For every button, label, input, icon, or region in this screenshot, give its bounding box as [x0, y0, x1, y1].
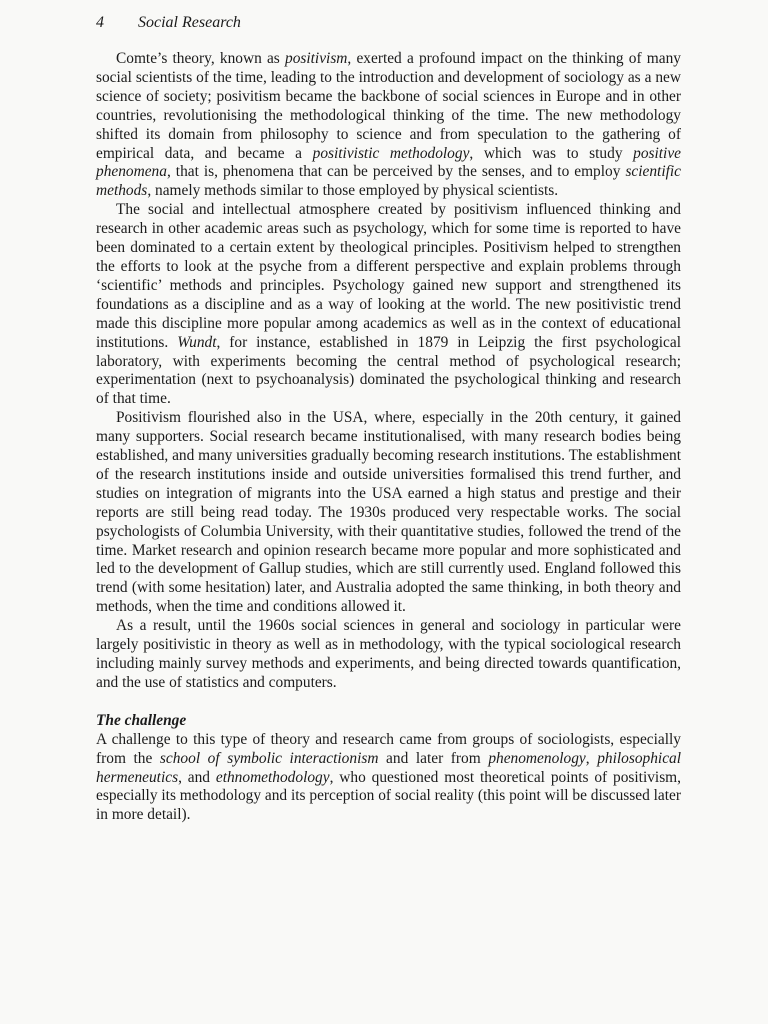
running-title: Social Research — [138, 14, 241, 31]
italic-term: positive phenomena — [96, 144, 681, 181]
paragraph: A challenge to this type of theory and research came from groups of sociologists, especially from the school of symbolic interactionism and later from phenomenology, philosophical hermeneutics, and ethnomethodology, who questioned most theoretical points of positivism, especially its methodology and its perception of social reality (this point will be discussed later in more detail). — [96, 730, 682, 824]
main-text — [96, 50, 681, 825]
italic-term: positivistic methodology — [312, 144, 470, 162]
italic-term: positivism — [285, 50, 348, 67]
page-number: 4 — [96, 14, 104, 31]
italic-term: philosophical hermeneutics — [96, 749, 681, 786]
paragraph: The social and intellectual atmosphere created by positivism influenced thinking and research in other academic areas such as psychology, which for some time is reported to have been dominated to a certain extent by theological principles. Positivism helped to strengthen the efforts to look at the psyche from a different perspective and explain problems through ‘scientific’ methods and principles. Psychology gained new support and strengthened its foundations as a discipline and as a way of looking at the world. The new positivistic trend made this discipline more popular among academics as well as in the context of educational institutions. Wundt, for instance, established in 1879 in Leipzig the first psychological laboratory, with experiments becoming the central method of psychological research; experimentation (next to psychoanalysis) dominated the psychological thinking and research of that time. — [96, 201, 681, 408]
paragraph: Comte’s theory, known as positivism, exerted a profound impact on the thinking of many social scientists of the time, leading to the introduction and development of sociology as a new science of society; posivitism became the backbone of social sciences in Europe and in other countries, revolutionising the methodological thinking of the time. The new methodology shifted its domain from philosophy to science and from speculation to the gathering of empirical data, and became a positivistic methodology, which was to study positive phenomena, that is, phenomena that can be perceived by the senses, and to employ scientific methods, namely methods similar to those employed by physical scientists. — [96, 50, 681, 200]
italic-term: ethnomethodology — [215, 768, 330, 786]
paragraph: Positivism flourished also in the USA, where, especially in the 20th century, it gained many supporters. Social research became institutionalised, with many research bodies being established, and many universities gradually becoming research institutions. The establishment of the research institutions inside and outside universities formalised this trend further, and studies on integration of migrants into the USA earned a high status and prestige and their reports are still being read today. The 1930s produced very respectable works. The social psychologists of Columbia University, with their quantitative studies, followed the trend of the time. Market research and opinion research became more popular and more sophisticated and led to the development of Gallup studies, which are still currently used. England followed this trend (with some hesitation) later, and Australia adopted the same thinking, in both theory and methods, when the time and conditions allowed it. — [96, 409, 681, 616]
italic-term: school of symbolic interactionism — [159, 749, 379, 767]
running-header — [96, 14, 241, 32]
italic-term: Wundt — [177, 333, 217, 351]
italic-term: scientific methods — [96, 163, 681, 200]
paragraph: As a result, until the 1960s social sciences in general and sociology in particular were largely positivistic in theory as well as in methodology, with the typical sociological research including mainly survey methods and experiments, and being directed towards quantification, and the use of statistics and computers. — [96, 617, 681, 691]
italic-term: phenomenology — [488, 749, 586, 767]
section-heading: The challenge — [96, 711, 187, 729]
